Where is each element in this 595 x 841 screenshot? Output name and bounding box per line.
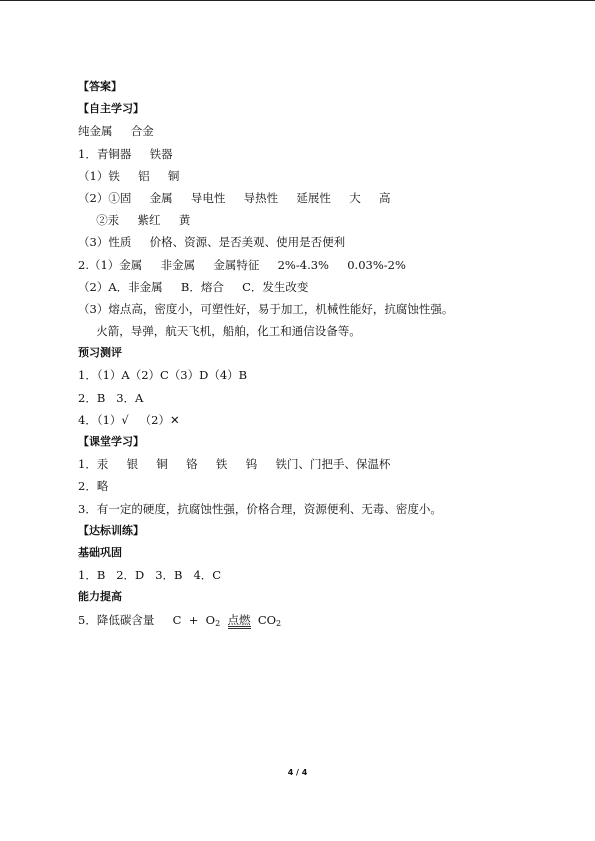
heading-class-study: 【课堂学习】 [78,435,144,448]
answer-line: 1．青铜器 铁器 [78,146,173,161]
answer-line: 2．B 3．A [78,390,144,405]
answer-line: 1．B 2．D 3．B 4．C [78,568,222,583]
answer-line: （2）①固 金属 导电性 导热性 延展性 大 高 [78,190,391,205]
answer-line: （1）铁 铝 铜 [78,168,180,183]
answer-line: 2．略 [78,479,109,494]
page-number: 4 / 4 [287,768,308,777]
answer-line: 火箭，导弹，航天飞机，船舶，化工和通信设备等。 [78,324,361,339]
reaction-condition: 点燃 [227,612,251,627]
co2-subscript: 2 [276,618,282,628]
answer-line: 2.（1）金属 非金属 金属特征 2%-4.3% 0.03%-2% [78,257,406,272]
heading-preview-test: 预习测评 [78,346,122,360]
answer-document [78,76,538,631]
answer-line: 1．（1）A（2）C（3）D（4）B [78,368,248,383]
answer-line: （2）A．非金属 B．熔合 C．发生改变 [78,279,309,294]
answer-line: 4．（1）√ （2）✕ [78,412,180,427]
equation-line [78,609,538,631]
answer-line: 1．汞 银 铜 铬 铁 钨 铁门、门把手、保温杯 [78,457,391,472]
answer-line: 3．有一定的硬度，抗腐蚀性强，价格合理，资源便利、无毒、密度小。 [78,501,442,516]
equation-product: CO [257,612,277,627]
heading-answers: 【答案】 [78,80,122,93]
answer-line: ②汞 紫红 黄 [78,213,191,228]
answer-line: （3）性质 价格、资源、是否美观、使用是否便利 [78,235,346,250]
heading-self-study: 【自主学习】 [78,102,144,116]
answer-line: 纯金属 合金 [78,124,154,139]
answer-line: （3）熔点高，密度小，可塑性好，易于加工，机械性能好，抗腐蚀性强。 [78,301,454,316]
header-rule [0,0,595,1]
o2-subscript: 2 [215,618,221,628]
heading-ability-improvement: 能力提高 [78,590,122,604]
heading-target-training: 【达标训练】 [78,523,144,537]
heading-basic-consolidation: 基础巩固 [78,545,122,559]
equation-prefix: 5．降低碳含量 C + O [78,612,216,627]
